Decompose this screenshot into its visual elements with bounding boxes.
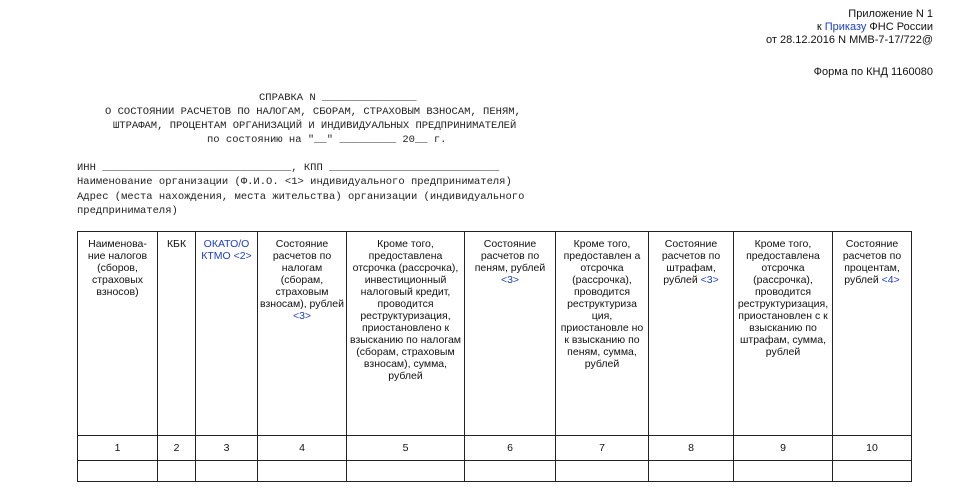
table-cell[interactable] (556, 461, 649, 482)
appendix-header (766, 8, 933, 47)
header-text: Кроме того, предоставлена отсрочка (рассрочка), инвестиционный налоговый кредит, проводится реструктуризация, приостановлено к взысканию по налогам (сборам, страховым взносам), сумма, рублей (349, 238, 461, 382)
appendix-line: Приложение N 1 (848, 8, 933, 20)
column-number: 1 (78, 436, 158, 461)
footnote-link[interactable]: <3> (292, 310, 312, 322)
table-cell[interactable] (347, 461, 465, 482)
table-cell[interactable] (465, 461, 556, 482)
column-number: 4 (258, 436, 347, 461)
column-number: 3 (196, 436, 258, 461)
table-cell[interactable] (78, 461, 158, 482)
footnote-link[interactable]: <3> (700, 274, 719, 286)
column-number: 2 (158, 436, 196, 461)
table-cell[interactable] (649, 461, 734, 482)
column-number-row (78, 436, 912, 461)
col-header-okato (196, 232, 258, 436)
inn-kpp-field: ИНН ______________________________, КПП ___________________________ (77, 162, 500, 174)
settlement-table (77, 231, 912, 482)
col-header-kbk (158, 232, 196, 436)
org-name-field: Наименование организации (Ф.И.О. <1> индивидуального предпринимателя) (77, 176, 512, 188)
col-header-penalty-balance (465, 232, 556, 436)
header-text: Кроме того, предоставлена отсрочка (рассрочка), проводится реструктуризация, приостановлен с к взысканию по штрафам, сумма, рублей (737, 238, 829, 358)
order-link[interactable]: Приказу (824, 21, 867, 33)
column-number: 8 (649, 436, 734, 461)
header-link[interactable]: ОКАТО/О КТМО <2> (201, 238, 252, 262)
header-text: Кроме того, предоставлен а отсрочка (рассрочка), проводится реструктуриза ция, приостановле но к взысканию по пеням, сумма, рублей (560, 238, 644, 370)
order-reference (766, 21, 933, 34)
table-cell[interactable] (158, 461, 196, 482)
header-text: Состояние расчетов по налогам (сборам, страховым взносам), рублей (260, 238, 345, 310)
header-text: Состояние расчетов по штрафам, рублей (661, 238, 721, 286)
address-field: Адрес (места нахождения, места жительства) организации (индивидуального (77, 191, 525, 203)
footnote-link[interactable]: <4> (881, 274, 900, 286)
table-cell[interactable] (734, 461, 833, 482)
col-header-fine-deferral (734, 232, 833, 436)
footnote-link[interactable]: <3> (500, 274, 520, 286)
order-suffix: ФНС России (866, 21, 933, 33)
order-date: от 28.12.2016 N ММВ-7-17/722@ (766, 34, 933, 46)
column-number: 6 (465, 436, 556, 461)
col-header-tax-balance (258, 232, 347, 436)
column-number: 7 (556, 436, 649, 461)
header-text: КБК (166, 238, 187, 250)
table-header-row (78, 232, 912, 436)
empty-data-row (78, 461, 912, 482)
col-header-interest-balance (833, 232, 912, 436)
col-header-fine-balance (649, 232, 734, 436)
address-field-cont: предпринимателя) (77, 205, 178, 217)
column-number: 9 (734, 436, 833, 461)
doc-subtitle-1: О СОСТОЯНИИ РАСЧЕТОВ ПО НАЛОГАМ, СБОРАМ, СТРАХОВЫМ ВЗНОСАМ, ПЕНЯМ, (105, 106, 521, 118)
column-number: 10 (833, 436, 912, 461)
table-cell[interactable] (196, 461, 258, 482)
header-text: Состояние расчетов по пеням, рублей (474, 238, 546, 274)
header-text: Наименова-ние налогов (сборов, страховых взносов) (87, 238, 148, 298)
column-number: 5 (347, 436, 465, 461)
doc-subtitle-2: ШТРАФАМ, ПРОЦЕНТАМ ОРГАНИЗАЦИЙ И ИНДИВИДУАЛЬНЫХ ПРЕДПРИНИМАТЕЛЕЙ (113, 120, 517, 132)
table-cell[interactable] (833, 461, 912, 482)
doc-title: СПРАВКА N _______________ (259, 92, 417, 104)
col-header-penalty-deferral (556, 232, 649, 436)
header-text: Состояние расчетов по процентам, рублей (842, 238, 902, 286)
order-prefix: к (816, 21, 825, 33)
form-code: Форма по КНД 1160080 (813, 66, 933, 78)
doc-date-line: по состоянию на "__" _________ 20__ г. (207, 134, 447, 146)
col-header-tax-name (78, 232, 158, 436)
col-header-tax-deferral (347, 232, 465, 436)
table-cell[interactable] (258, 461, 347, 482)
